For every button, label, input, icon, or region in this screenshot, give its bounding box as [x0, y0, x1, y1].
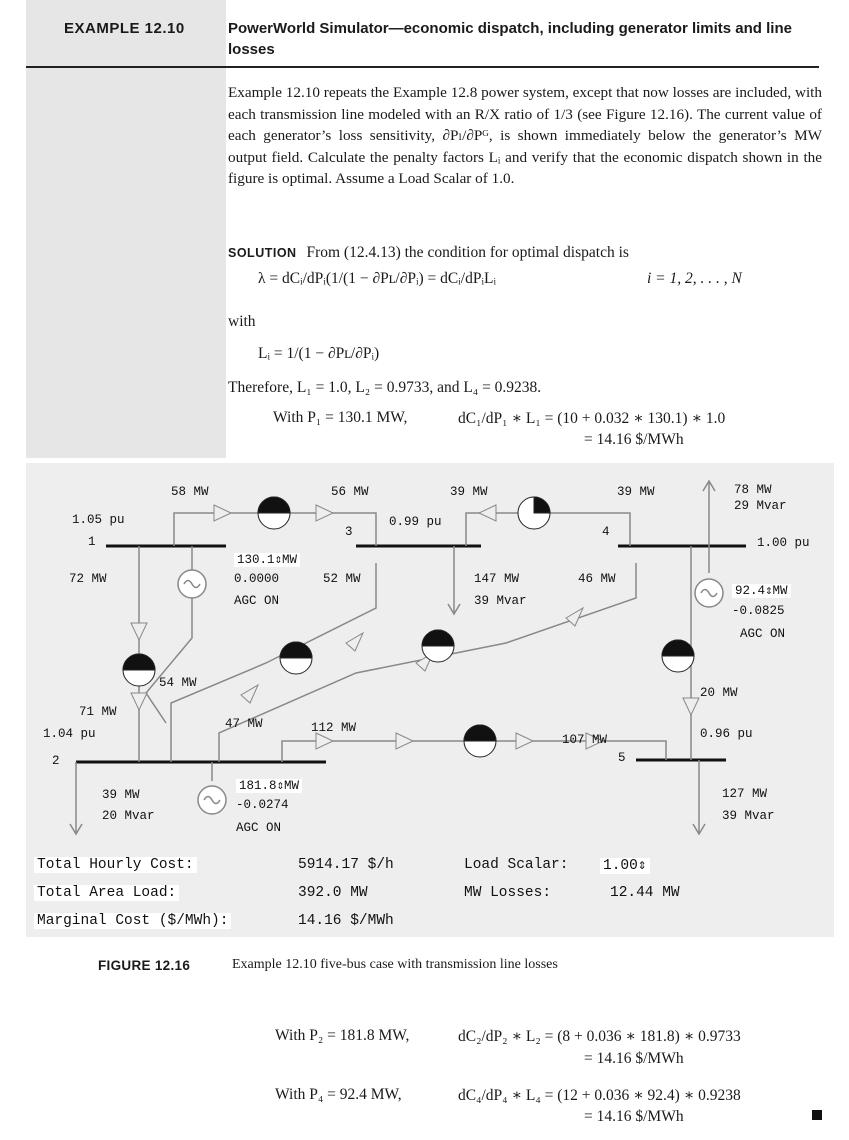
- solution-intro-line: [228, 244, 629, 262]
- mw-losses-label: MW Losses:: [464, 885, 552, 901]
- load-3-mw: 147 MW: [474, 572, 520, 586]
- flow-1-3-label: 58 MW: [171, 485, 209, 499]
- flow-1-2-mid-label: 54 MW: [159, 676, 197, 690]
- total-hourly-cost-value: 5914.17 $/h: [298, 857, 394, 873]
- figure-caption: Example 12.10 five-bus case with transmission line losses: [232, 957, 558, 972]
- with-text: with: [228, 313, 256, 330]
- figure-label: FIGURE 12.16: [98, 958, 191, 973]
- load-4-mvar: 29 Mvar: [734, 499, 787, 513]
- bus-2-name: 2: [52, 754, 60, 768]
- bus-3-voltage: 0.99 pu: [389, 515, 442, 529]
- gen-2-agc-status[interactable]: AGC ON: [236, 821, 282, 835]
- gen-1-loss-sensitivity: 0.0000: [234, 572, 280, 586]
- flow-1-down-label: 72 MW: [69, 572, 107, 586]
- header-rule: [26, 66, 819, 68]
- calc4-label: With P₄ = 92.4 MW,: [275, 1086, 402, 1103]
- penalty-factor-values: Therefore, L₁ = 1.0, L₂ = 0.9733, and L₄ = 0.9238.: [228, 379, 542, 396]
- end-of-example-mark: [812, 1110, 822, 1120]
- gen-4-output: [732, 582, 791, 598]
- bus-5-voltage: 0.96 pu: [700, 727, 753, 741]
- flow-3-4-label: 39 MW: [450, 485, 488, 499]
- calc2-expression: dC₂/dP₂ ∗ L₂ = (8 + 0.036 ∗ 181.8) ∗ 0.9733: [458, 1028, 741, 1045]
- calc4-result: = 14.16 $/MWh: [584, 1108, 684, 1125]
- load-3-mvar: 39 Mvar: [474, 594, 527, 608]
- mw-losses-value: 12.44 MW: [610, 885, 680, 901]
- marginal-cost-value: 14.16 $/MWh: [298, 913, 394, 929]
- bottom-margin: [26, 1014, 246, 1134]
- gen-1-output: [234, 551, 300, 567]
- bus-4-name: 4: [602, 525, 610, 539]
- gen-1-agc-status[interactable]: AGC ON: [234, 594, 280, 608]
- load-4-mw: 78 MW: [734, 483, 772, 497]
- calc4-expression: dC₄/dP₄ ∗ L₄ = (12 + 0.036 ∗ 92.4) ∗ 0.9238: [458, 1087, 741, 1104]
- bus-1-voltage: 1.05 pu: [72, 513, 125, 527]
- optimal-dispatch-equation: λ = dCᵢ/dPᵢ(1/(1 − ∂Pʟ/∂Pᵢ) = dCᵢ/dPᵢLᵢ: [258, 270, 497, 287]
- equation-range: i = 1, 2, . . . , N: [647, 270, 742, 287]
- load-5-mw: 127 MW: [722, 787, 768, 801]
- solution-intro: From (12.4.13) the condition for optimal dispatch is: [306, 244, 629, 261]
- flow-2-up-label: 71 MW: [79, 705, 117, 719]
- total-area-load-label: Total Area Load:: [34, 885, 179, 901]
- calc1-result: = 14.16 $/MWh: [584, 431, 684, 448]
- calc2-label: With P₂ = 181.8 MW,: [275, 1027, 410, 1044]
- marginal-cost-label: Marginal Cost ($/MWh):: [34, 913, 231, 929]
- penalty-factor-equation: Lᵢ = 1/(1 − ∂Pʟ/∂Pᵢ): [258, 345, 380, 362]
- load-scalar-label: Load Scalar:: [464, 857, 569, 873]
- load-2-mw: 39 MW: [102, 788, 140, 802]
- bus-1-name: 1: [88, 535, 96, 549]
- bus-5-name: 5: [618, 751, 626, 765]
- flow-arrows: [131, 505, 699, 749]
- total-area-load-value: 392.0 MW: [298, 885, 368, 901]
- gen-4-mw-field[interactable]: 92.4⇕MW: [732, 584, 791, 598]
- load-2-mvar: 20 Mvar: [102, 809, 155, 823]
- gen-1-mw-field[interactable]: 130.1⇕MW: [234, 553, 300, 567]
- flow-3-label: 56 MW: [331, 485, 369, 499]
- example-paragraph: Example 12.10 repeats the Example 12.8 power system, except that now losses are included, with each transmission line modeled with an R/X ratio of 1/3 (see Figure 12.16). The current value of each generator’s loss sensitivity, ∂Pₗ/∂Pᴳ, is shown immediately below the generator’s MW output field. Calculate the penalty factors Lᵢ and verify that the economic dispatch shown in the figure is optimal. Assume a Load Scalar of 1.0.: [228, 84, 822, 187]
- bus-4-voltage: 1.00 pu: [757, 536, 810, 550]
- flow-2-5-b-label: 107 MW: [562, 733, 608, 747]
- calc1-expression: dC₁/dP₁ ∗ L₁ = (10 + 0.032 ∗ 130.1) ∗ 1.0: [458, 410, 726, 427]
- bus-3-name: 3: [345, 525, 353, 539]
- example-label: EXAMPLE 12.10: [64, 20, 185, 37]
- load-5-mvar: 39 Mvar: [722, 809, 775, 823]
- total-hourly-cost-label: Total Hourly Cost:: [34, 857, 197, 873]
- flow-4-5-label: 20 MW: [700, 686, 738, 700]
- calc2-result: = 14.16 $/MWh: [584, 1050, 684, 1067]
- gen-4-agc-status[interactable]: AGC ON: [740, 627, 786, 641]
- gen-2-loss-sensitivity: -0.0274: [236, 798, 289, 812]
- flow-2-5-a-label: 112 MW: [311, 721, 357, 735]
- load-scalar-field[interactable]: 1.00⇕: [600, 857, 650, 874]
- calc1-label: With P₁ = 130.1 MW,: [273, 409, 408, 426]
- powerworld-diagram: [26, 463, 834, 937]
- flow-4-label: 39 MW: [617, 485, 655, 499]
- flow-2-out-label: 47 MW: [225, 717, 263, 731]
- gen-2-mw-field[interactable]: 181.8⇕MW: [236, 779, 302, 793]
- gen-4-loss-sensitivity: -0.0825: [732, 604, 785, 618]
- flow-4-down-label: 46 MW: [578, 572, 616, 586]
- left-margin-bar: [26, 0, 226, 458]
- flow-3-down-label: 52 MW: [323, 572, 361, 586]
- gen-2-output: [236, 777, 302, 793]
- solution-label: SOLUTION: [228, 246, 297, 260]
- bus-2-voltage: 1.04 pu: [43, 727, 96, 741]
- example-title: PowerWorld Simulator—economic dispatch, including generator limits and line losses: [228, 20, 792, 58]
